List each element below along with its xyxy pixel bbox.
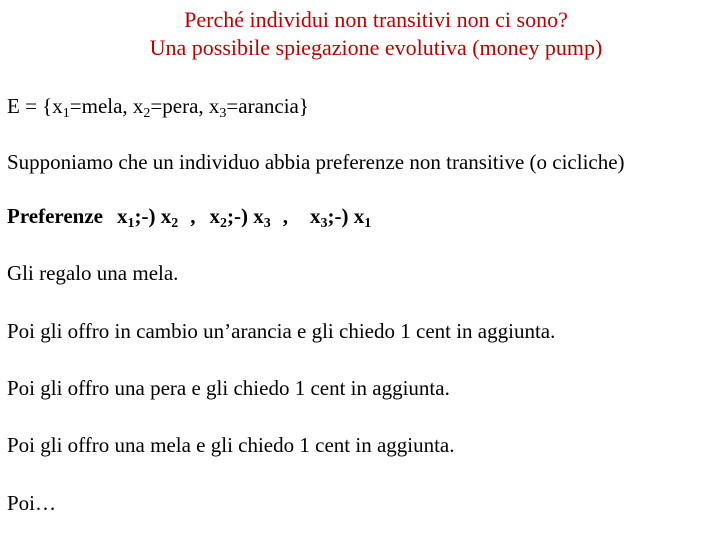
suppose-text: Supponiamo che un individuo abbia preferenze non transitive (o cicliche) (7, 150, 625, 174)
set-def-open: E = {x (7, 94, 63, 118)
title-line-1: Perché individui non transitivi non ci sono? (184, 7, 568, 32)
slide-title (0, 6, 720, 62)
title-line-2: Una possibile spiegazione evolutiva (money pump) (149, 35, 603, 60)
preferences-label: Preferenze (7, 204, 103, 228)
pref-comma-2: , (282, 204, 288, 228)
set-def-text-2: =pera, x (150, 94, 220, 118)
pref-comma-1: , (190, 204, 196, 228)
offer-pear-text: Poi gli offro una pera e gli chiedo 1 cent in aggiunta. (7, 376, 450, 400)
set-def-sub-2: 2 (143, 106, 151, 121)
set-definition (7, 93, 309, 119)
pref-2-x: x (209, 204, 220, 228)
offer-orange-text: Poi gli offro in cambio un’arancia e gli chiedo 1 cent in aggiunta. (7, 319, 556, 343)
pref-3-x: x (309, 204, 321, 228)
pref-1-relation: ;-) x (134, 204, 172, 228)
pref-3-sub-b: 1 (364, 216, 372, 231)
gift-text: Gli regalo una mela. (7, 261, 179, 285)
pref-1-x: x (117, 204, 128, 228)
pref-2-sub-a: 2 (219, 216, 227, 231)
pref-2-relation: ;-) x (226, 204, 264, 228)
pref-2-sub-b: 3 (263, 216, 271, 231)
pref-1-sub-a: 1 (127, 216, 135, 231)
set-def-text-3: =arancia} (226, 94, 309, 118)
offer-apple-text: Poi gli offro una mela e gli chiedo 1 cent in aggiunta. (7, 433, 455, 457)
set-def-sub-1: 1 (62, 106, 70, 121)
pref-3-sub-a: 3 (320, 216, 328, 231)
set-def-text-1: =mela, x (69, 94, 144, 118)
set-def-sub-3: 3 (219, 106, 227, 121)
pref-1-sub-b: 2 (171, 216, 179, 231)
preferences-line (7, 203, 371, 229)
ellipsis-text: Poi… (7, 491, 57, 515)
pref-3-relation: ;-) x (327, 204, 365, 228)
